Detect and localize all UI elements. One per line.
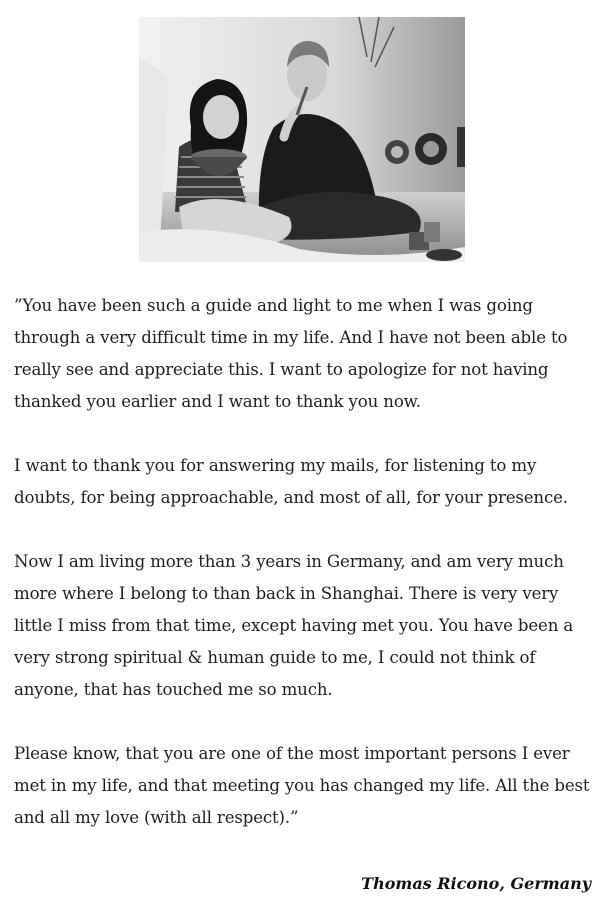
letter-paragraph-4: Please know, that you are one of the most important persons I ever met in my life, and that meeting you has changed my life. All the best and all my love (with all respect).” [14,744,590,827]
testimonial-photo [139,17,465,262]
letter-paragraph-2: I want to thank you for answering my mails, for listening to my doubts, for being approachable, and most of all, for your presence. [14,456,568,507]
testimonial-signature: Thomas Ricono, Germany [361,874,591,893]
testimonial-letter [14,290,592,866]
letter-paragraph-1: ”You have been such a guide and light to me when I was going through a very difficult time in my life. And I have not been able to really see and appreciate this. I want to apologize for not having thanked you earlier and I want to thank you now. [14,296,568,411]
letter-paragraph-3: Now I am living more than 3 years in Germany, and am very much more where I belong to than back in Shanghai. There is very very little I miss from that time, except having met you. You have been a very strong spiritual & human guide to me, I could not think of anyone, that has touched me so much. [14,552,574,699]
